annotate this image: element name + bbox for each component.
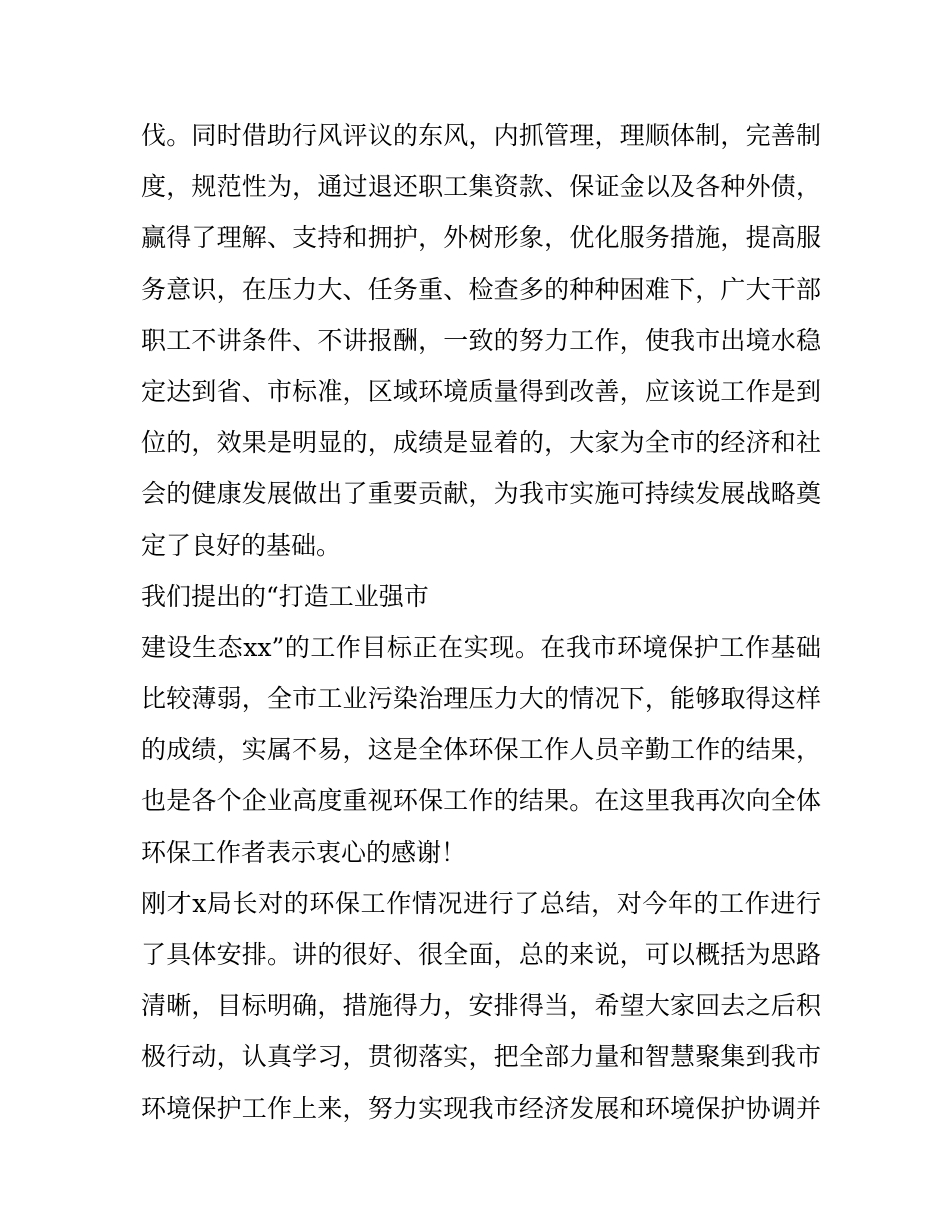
text-line-11: 建设生态xx”的工作目标正在实现。在我市环境保护工作基础 — [141, 632, 821, 662]
text-line-8: 会的健康发展做出了重要贡献，为我市实施可持续发展战略奠 — [141, 479, 821, 509]
body-text — [141, 110, 821, 1134]
text-line-2: 度，规范性为，通过退还职工集资款、保证金以及各种外债， — [141, 172, 821, 202]
text-line-1: 伐。同时借助行风评议的东风，内抓管理，理顺体制，完善制 — [141, 121, 821, 150]
text-line-12: 比较薄弱，全市工业污染治理压力大的情况下，能够取得这样 — [141, 684, 821, 714]
text-line-17: 了具体安排。讲的很好、很全面，总的来说，可以概括为思路 — [141, 940, 821, 969]
text-line-15: 环保工作者表示衷心的感谢！ — [141, 837, 467, 867]
text-line-13: 的成绩，实属不易，这是全体环保工作人员辛勤工作的结果， — [141, 735, 821, 765]
text-line-18: 清晰，目标明确，措施得力，安排得当，希望大家回去之后积 — [141, 991, 821, 1021]
text-line-19: 极行动，认真学习，贯彻落实，把全部力量和智慧聚集到我市 — [141, 1042, 821, 1072]
text-line-16: 刚才x局长对的环保工作情况进行了总结，对今年的工作进行 — [141, 888, 821, 918]
text-line-7: 位的，效果是明显的，成绩是显着的，大家为全市的经济和社 — [141, 428, 821, 458]
text-line-3: 赢得了理解、支持和拥护，外树形象，优化服务措施，提高服 — [141, 223, 821, 253]
text-line-4: 务意识，在压力大、任务重、检查多的种种困难下，广大干部 — [141, 274, 821, 304]
text-line-14: 也是各个企业高度重视环保工作的结果。在这里我再次向全体 — [141, 786, 821, 816]
text-line-6: 定达到省、市标准，区域环境质量得到改善，应该说工作是到 — [141, 376, 821, 406]
text-line-9: 定了良好的基础。 — [141, 530, 342, 560]
text-line-10: 我们提出的“打造工业强市 — [141, 581, 429, 611]
text-line-20: 环境保护工作上来，努力实现我市经济发展和环境保护协调并 — [141, 1093, 821, 1123]
text-line-5: 职工不讲条件、不讲报酬，一致的努力工作，使我市出境水稳 — [141, 325, 821, 355]
